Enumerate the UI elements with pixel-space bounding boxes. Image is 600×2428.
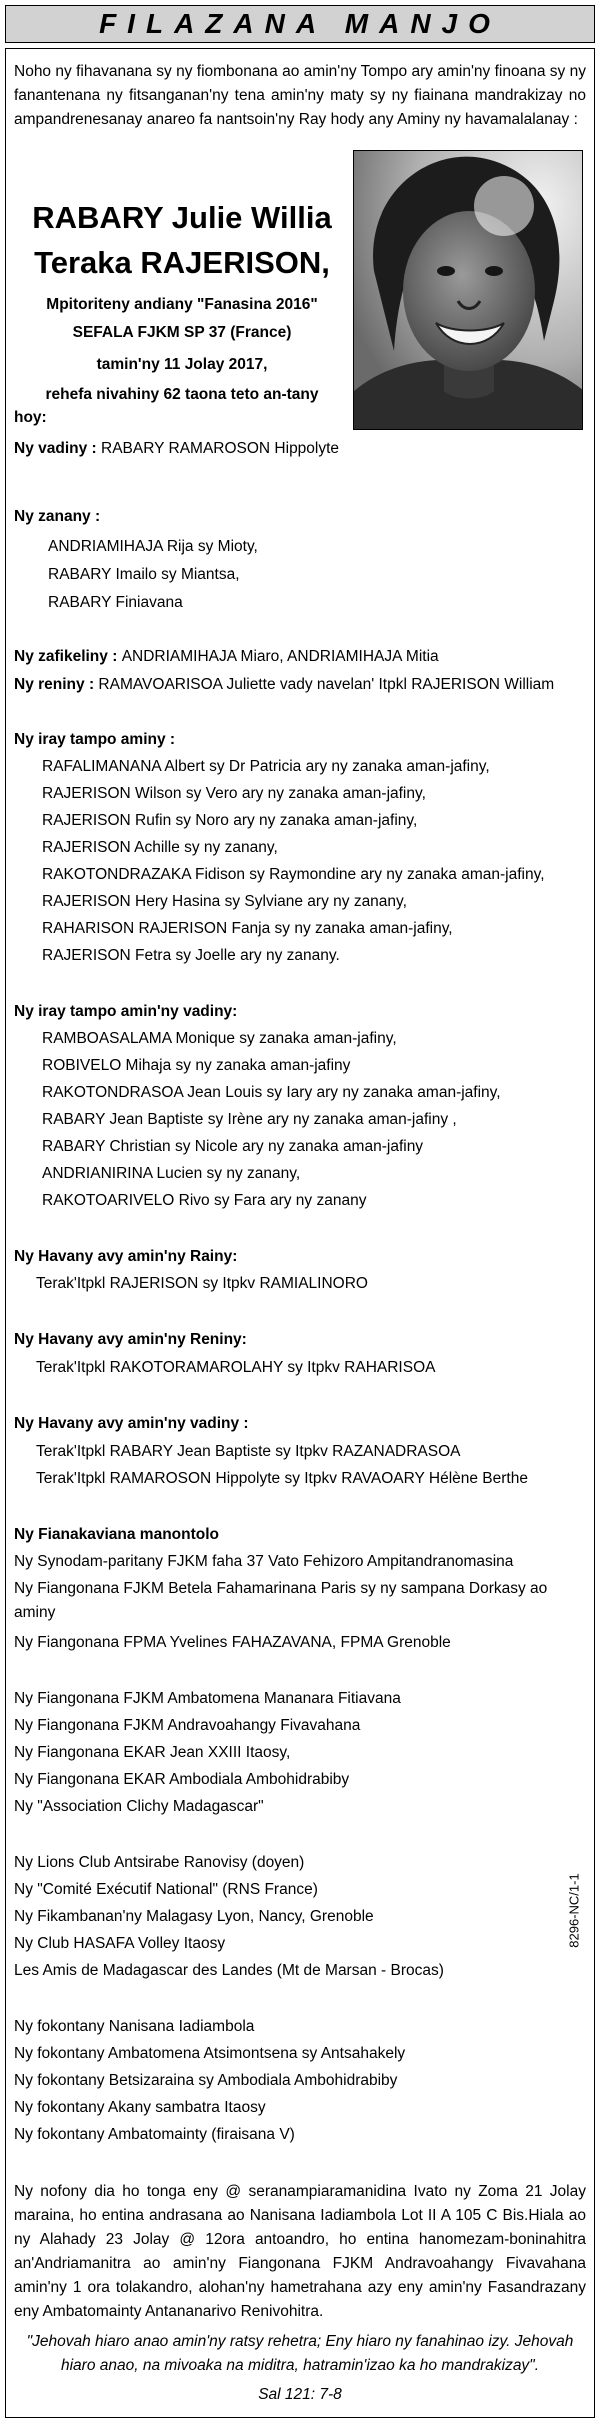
vadiny-row [14, 437, 339, 461]
verse-reference: Sal 121: 7-8 [258, 2386, 342, 2403]
deceased-name-line2: Teraka RAJERISON, [34, 245, 330, 280]
list-item: Ny Fiangonana FPMA Yvelines FAHAZAVANA, FPMA Grenoble [14, 1634, 451, 1651]
closing-paragraph: Ny nofony dia ho tonga eny @ seranampiaramanidina Ivato ny Zoma 21 Jolay maraina, ho entina andrasana ao Nanisana Iadiambola Lot II A 105 C Bis.Hiala ao ny Alahady 23 Jolay @ 12ora antoandro, ho entina hanomezam-boninahitra an'Andriamanitra ao amin'ny Fiangonana FJKM Andravoahangy Fivavahana amin'ny 1 ora tolakandro, alohan'ny hametrahana azy eny amin'ny Fasandrazany eny Ambatomainty Antananarivo Renivohitra. [14, 2183, 586, 2320]
list-item: Ny "Comité Exécutif National" (RNS France) [14, 1881, 318, 1898]
zafikeliny-value: ANDRIAMIHAJA Miaro, ANDRIAMIHAJA Mitia [121, 648, 439, 665]
list-item: Les Amis de Madagascar des Landes (Mt de Marsan - Brocas) [14, 1962, 444, 1979]
list-item: Terak'Itpkl RAKOTORAMAROLAHY sy Itpkv RAHARISOA [36, 1359, 436, 1376]
zanany-label: Ny zanany : [14, 508, 101, 525]
list-item: Terak'Itpkl RABARY Jean Baptiste sy Itpkv RAZANADRASOA [36, 1443, 461, 1460]
iray-tampo-label: Ny iray tampo aminy : [14, 731, 176, 748]
deceased-portrait [353, 150, 583, 430]
list-item: Ny Fiangonana FJKM Ambatomena Mananara Fitiavana [14, 1690, 401, 1707]
havana-vadiny-label: Ny Havany avy amin'ny vadiny : [14, 1415, 249, 1432]
list-item: RAJERISON Fetra sy Joelle ary ny zanany. [42, 947, 340, 964]
age-line: rehefa nivahiny 62 taona teto an-tany [45, 386, 319, 403]
havana-rainy-label: Ny Havany avy amin'ny Rainy: [14, 1248, 238, 1265]
zafikeliny-label: Ny zafikeliny : [14, 648, 118, 665]
list-item: Ny Club HASAFA Volley Itaosy [14, 1935, 226, 1952]
deceased-role: Mpitoriteny andiany "Fanasina 2016" [46, 296, 318, 313]
vadiny-label: Ny vadiny : [14, 440, 97, 457]
notice-title: FILAZANA MANJO [99, 8, 501, 39]
list-item: RABARY Finiavana [48, 594, 183, 611]
list-item: RAKOTONDRAZAKA Fidison sy Raymondine ary ny zanaka aman-jafiny, [42, 866, 545, 883]
list-item: Ny "Association Clichy Madagascar" [14, 1798, 264, 1815]
intro-paragraph: Noho ny fihavanana sy ny fiombonana ao amin'ny Tompo ary amin'ny finoana sy ny fanantenana ny fitsanganan'ny tena amin'ny maty sy ny fiainana mandrakizay no ampandrenesanay anareo fa nantsoin'ny Ray hody any Aminy ny havamalalanay : [14, 63, 586, 128]
list-item: ANDRIANIRINA Lucien sy ny zanany, [42, 1165, 301, 1182]
list-item: Ny Fiangonana FJKM Andravoahangy Fivavahana [14, 1717, 361, 1734]
reniny-label: Ny reniny : [14, 676, 95, 693]
list-item: Ny Fiangonana EKAR Ambodiala Ambohidrabiby [14, 1771, 350, 1788]
death-date: tamin'ny 11 Jolay 2017, [96, 356, 268, 373]
list-item: Terak'Itpkl RAMAROSON Hippolyte sy Itpkv RAVAOARY Hélène Berthe [36, 1470, 528, 1487]
iray-tampo-vadiny-label: Ny iray tampo amin'ny vadiny: [14, 1003, 238, 1020]
notice-header [5, 5, 595, 43]
list-item: Ny Lions Club Antsirabe Ranovisy (doyen) [14, 1854, 305, 1871]
reference-code [562, 1860, 586, 1960]
portrait-photo-icon [354, 151, 583, 430]
deceased-church: SEFALA FJKM SP 37 (France) [72, 324, 292, 341]
list-item: Ny Fiangonana FJKM Betela Fahamarinana Paris sy ny sampana Dorkasy ao aminy [14, 1580, 548, 1621]
list-item: Ny Fikambanan'ny Malagasy Lyon, Nancy, Grenoble [14, 1908, 374, 1925]
list-item: RAJERISON Hery Hasina sy Sylviane ary ny zanany, [42, 893, 407, 910]
fianakaviana-label: Ny Fianakaviana manontolo [14, 1526, 219, 1543]
list-item: RAHARISON RAJERISON Fanja sy ny zanaka aman-jafiny, [42, 920, 453, 937]
list-item: RAJERISON Achille sy ny zanany, [42, 839, 278, 856]
list-item: Ny fokontany Ambatomena Atsimontsena sy Antsahakely [14, 2045, 406, 2062]
list-item: RAJERISON Wilson sy Vero ary ny zanaka aman-jafiny, [42, 785, 426, 802]
list-item: RAFALIMANANA Albert sy Dr Patricia ary ny zanaka aman-jafiny, [42, 758, 490, 775]
havana-reniny-label: Ny Havany avy amin'ny Reniny: [14, 1331, 247, 1348]
list-item: ROBIVELO Mihaja sy ny zanaka aman-jafiny [42, 1057, 351, 1074]
reference-code-text: 8296-NC/1-1 [566, 1872, 582, 1948]
list-item: Ny fokontany Ambatomainty (firaisana V) [14, 2126, 295, 2143]
list-item: Ny fokontany Akany sambatra Itaosy [14, 2099, 266, 2116]
list-item: RAKOTONDRASOA Jean Louis sy Iary ary ny zanaka aman-jafiny, [42, 1084, 501, 1101]
list-item: Ny fokontany Nanisana Iadiambola [14, 2018, 255, 2035]
list-item: RAMBOASALAMA Monique sy zanaka aman-jafiny, [42, 1030, 397, 1047]
zafikeliny-row [14, 645, 439, 669]
list-item: ANDRIAMIHAJA Rija sy Mioty, [48, 538, 258, 555]
bible-verse: "Jehovah hiaro anao amin'ny ratsy rehetra; Eny hiaro ny fanahinao izy. Jehovah hiaro anao, na mivoaka na miditra, hatramin'izao ka ho mandrakizay". [26, 2333, 574, 2374]
age-line-end: hoy: [14, 409, 47, 426]
list-item: RABARY Imailo sy Miantsa, [48, 566, 240, 583]
list-item: RAKOTOARIVELO Rivo sy Fara ary ny zanany [42, 1192, 367, 1209]
list-item: Ny Synodam-paritany FJKM faha 37 Vato Fehizoro Ampitandranomasina [14, 1553, 514, 1570]
list-item: RABARY Jean Baptiste sy Irène ary ny zanaka aman-jafiny , [42, 1111, 457, 1128]
list-item: Ny Fiangonana EKAR Jean XXIII Itaosy, [14, 1744, 291, 1761]
list-item: RAJERISON Rufin sy Noro ary ny zanaka aman-jafiny, [42, 812, 418, 829]
list-item: Terak'Itpkl RAJERISON sy Itpkv RAMIALINORO [36, 1275, 368, 1292]
list-item: RABARY Christian sy Nicole ary ny zanaka aman-jafiny [42, 1138, 424, 1155]
reniny-row [14, 673, 554, 697]
reniny-value: RAMAVOARISOA Juliette vady navelan' Itpkl RAJERISON William [98, 676, 555, 693]
list-item: Ny fokontany Betsizaraina sy Ambodiala Ambohidrabiby [14, 2072, 398, 2089]
vadiny-value: RABARY RAMAROSON Hippolyte [101, 440, 340, 457]
deceased-name-line1: RABARY Julie Willia [32, 200, 332, 235]
